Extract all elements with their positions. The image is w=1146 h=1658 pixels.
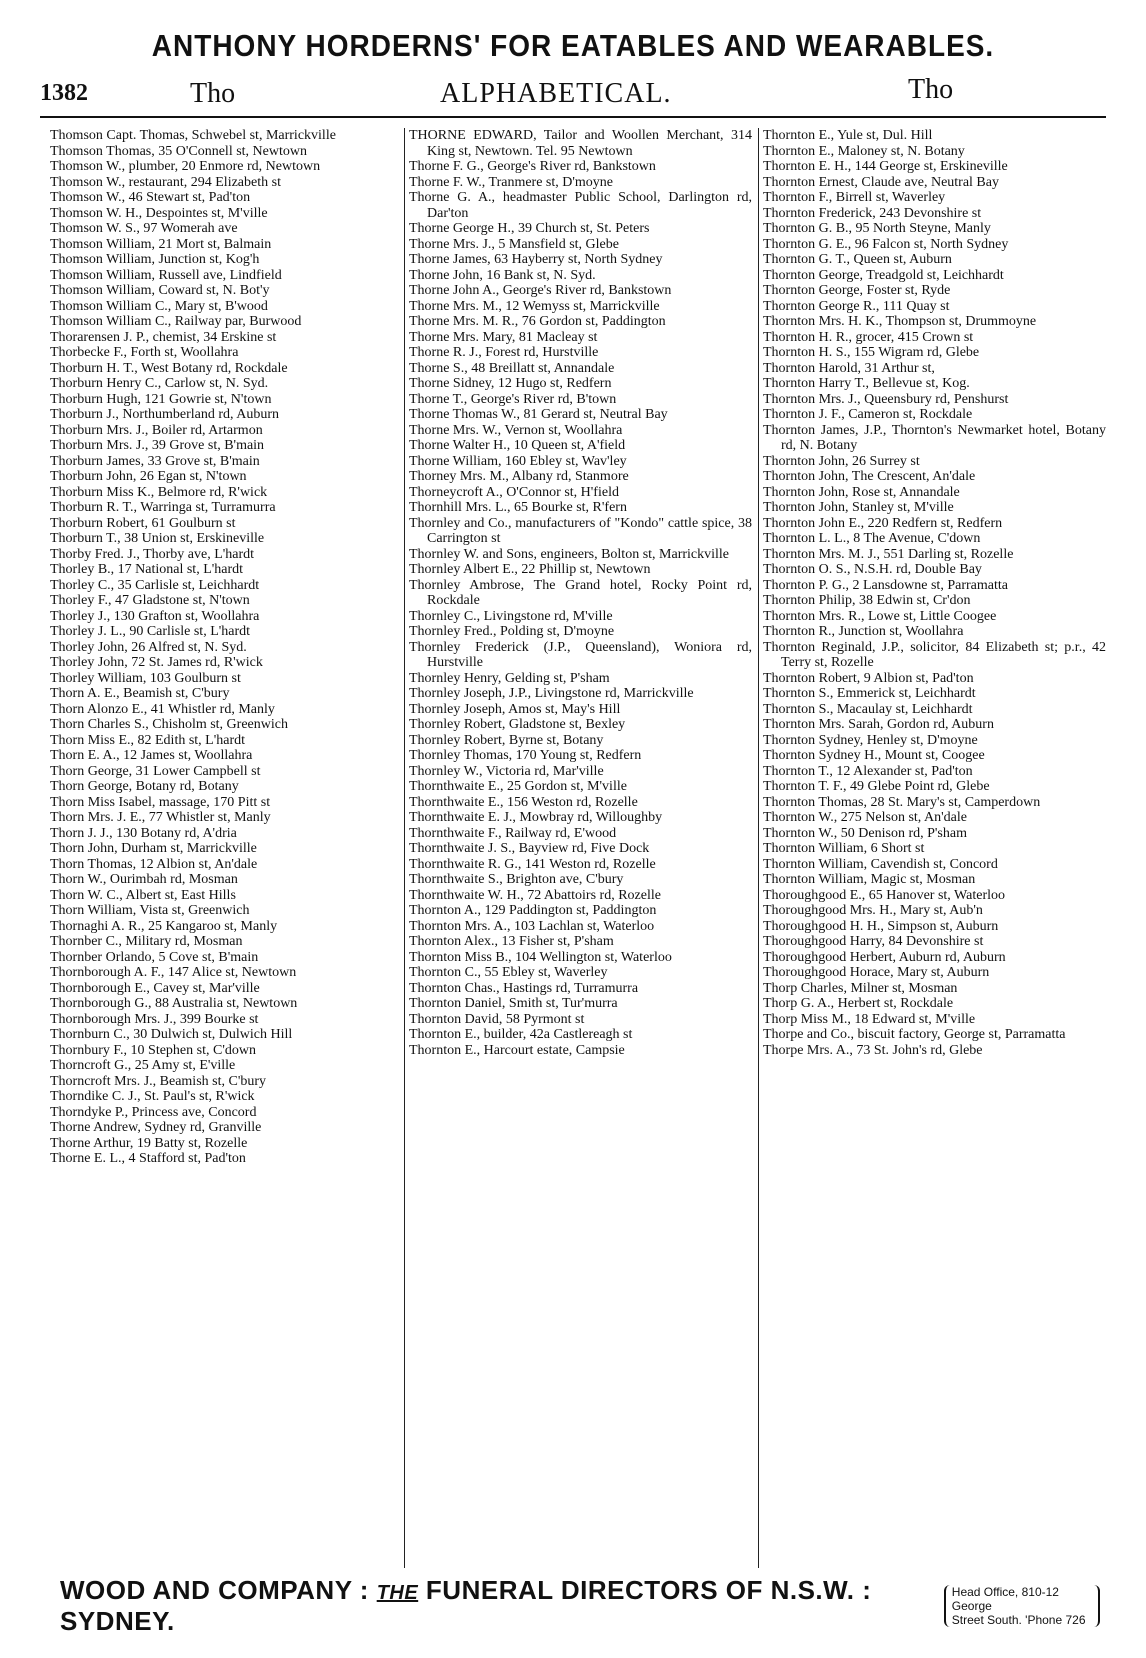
directory-entry: Thornborough E., Cavey st, Mar'ville xyxy=(50,980,260,996)
footer-advertisement xyxy=(60,1575,1100,1636)
directory-entry: Thornley Henry, Gelding st, P'sham xyxy=(409,670,610,686)
directory-entry: Thorp G. A., Herbert st, Rockdale xyxy=(763,996,954,1011)
directory-entry: Thornton Alex., 13 Fisher st, P'sham xyxy=(409,934,614,949)
directory-entry: Thorne Mrs. M., 12 Wemyss st, Marrickville xyxy=(409,298,660,314)
directory-entry: Thorne F. G., George's River rd, Bankstown xyxy=(409,159,656,174)
directory-entry: Thorne Mrs. M. R., 76 Gordon st, Paddington xyxy=(409,314,666,329)
directory-entry: Thorburn James, 33 Grove st, B'main xyxy=(50,453,260,469)
directory-entry: Thorn A. E., Beamish st, C'bury xyxy=(50,686,230,701)
directory-entry: Thornton Mrs. J., Queensbury rd, Penshurst xyxy=(763,391,1009,407)
directory-entry: Thorburn John, 26 Egan st, N'town xyxy=(50,469,247,484)
directory-entry: Thornley Joseph, Amos st, May's Hill xyxy=(409,701,621,717)
directory-entry: Thorn Thomas, 12 Albion st, An'dale xyxy=(50,856,258,872)
footer-main-text xyxy=(60,1575,930,1637)
page-number: 1382 xyxy=(40,80,88,106)
directory-entry: Thornton Sydney, Henley st, D'moyne xyxy=(763,732,978,748)
directory-entry: Thomson William, Coward st, N. Bot'y xyxy=(50,283,270,298)
directory-entry: Thorley C., 35 Carlisle st, Leichhardt xyxy=(50,577,260,593)
directory-entry: Thornhill Mrs. L., 65 Bourke st, R'fern xyxy=(409,500,627,515)
directory-entry: Thornton T. F., 49 Glebe Point rd, Glebe xyxy=(763,779,990,794)
directory-entry: Thornthwaite S., Brighton ave, C'bury xyxy=(409,872,624,887)
directory-entry: Thornton E. H., 144 George st, Erskineville xyxy=(763,159,1008,174)
footer-tagline: FUNERAL DIRECTORS OF N.S.W. : SYDNEY. xyxy=(60,1575,872,1636)
directory-entry: Thornton G. E., 96 Falcon st, North Sydney xyxy=(763,236,1009,252)
directory-entry: Thorn Alonzo E., 41 Whistler rd, Manly xyxy=(50,701,275,717)
directory-entry: Thorne Walter H., 10 Queen st, A'field xyxy=(409,438,626,453)
page-header xyxy=(40,74,1106,118)
directory-entry: Thornton William, Cavendish st, Concord xyxy=(763,856,998,872)
directory-entry: Thornton John, Stanley st, M'ville xyxy=(763,500,954,515)
directory-entry: Thomson W., restaurant, 294 Elizabeth st xyxy=(50,174,281,190)
directory-entry: Thornton G. T., Queen st, Auburn xyxy=(763,252,952,267)
directory-entry: Thorne John, 16 Bank st, N. Syd. xyxy=(409,267,596,283)
directory-entry: Thornley Joseph, J.P., Livingstone rd, Marrickville xyxy=(409,686,694,701)
directory-entry: Thornley Ambrose, The Grand hotel, Rocky Point rd, Rockdale xyxy=(409,577,752,608)
directory-entry: Thornborough A. F., 147 Alice st, Newtown xyxy=(50,965,297,980)
directory-entry: Thomson Thomas, 35 O'Connell st, Newtown xyxy=(50,143,307,159)
directory-entry: Thornton David, 58 Pyrmont st xyxy=(409,1011,585,1027)
directory-entry: Thorley F., 47 Gladstone st, N'town xyxy=(50,593,250,608)
directory-entry: Thoroughgood Mrs. H., Mary st, Aub'n xyxy=(763,903,983,918)
directory-entry: Thorne Sidney, 12 Hugo st, Redfern xyxy=(409,376,612,391)
directory-entry: Thornton Chas., Hastings rd, Turramurra xyxy=(409,980,639,996)
directory-entry: Thorn Miss Isabel, massage, 170 Pitt st xyxy=(50,794,271,810)
directory-entry: Thornton L. L., 8 The Avenue, C'down xyxy=(763,531,981,546)
directory-entry: Thorburn Henry C., Carlow st, N. Syd. xyxy=(50,376,269,391)
directory-entry: Thornley and Co., manufacturers of "Kondo" cattle spice, 38 Carrington st xyxy=(409,515,752,546)
directory-entry: Thornborough Mrs. J., 399 Bourke st xyxy=(50,1011,259,1027)
directory-entry: Thorne E. L., 4 Stafford st, Pad'ton xyxy=(50,1151,246,1166)
directory-entry: Thorndyke P., Princess ave, Concord xyxy=(50,1104,257,1120)
directory-entry: Thorndike C. J., St. Paul's st, R'wick xyxy=(50,1089,255,1104)
directory-entry: Thorpe and Co., biscuit factory, George st, Parramatta xyxy=(763,1027,1066,1042)
directory-entry: Thornton Mrs. M. J., 551 Darling st, Rozelle xyxy=(763,546,1014,562)
directory-entry: Thornton S., Macaulay st, Leichhardt xyxy=(763,701,973,717)
directory-entry: Thornton F., Birrell st, Waverley xyxy=(763,190,946,205)
directory-entry: Thomson William, 21 Mort st, Balmain xyxy=(50,236,272,252)
right-guide-word: Tho xyxy=(908,74,954,105)
directory-columns xyxy=(50,128,1106,1568)
footer-company: WOOD AND COMPANY : xyxy=(60,1575,369,1605)
directory-entry: Thornley Robert, Byrne st, Botany xyxy=(409,732,604,748)
directory-entry: Thornton R., Junction st, Woollahra xyxy=(763,624,964,639)
directory-entry: Thornton John E., 220 Redfern st, Redfern xyxy=(763,515,1003,531)
directory-entry: Thornley W., Victoria rd, Mar'ville xyxy=(409,763,604,779)
directory-entry: Thornley Frederick (J.P., Queensland), Woniora rd, Hurstville xyxy=(409,639,752,670)
directory-entry: Thomson W. S., 97 Womerah ave xyxy=(50,221,238,236)
directory-entry: Thorney Mrs. M., Albany rd, Stanmore xyxy=(409,469,629,484)
advertising-banner: ANTHONY HORDERNS' FOR EATABLES AND WEARABLES. xyxy=(151,28,995,63)
directory-entry: Thornton Robert, 9 Albion st, Pad'ton xyxy=(763,670,974,686)
directory-entry: Thornley C., Livingstone rd, M'ville xyxy=(409,608,613,624)
directory-entry: Thoroughgood H. H., Simpson st, Auburn xyxy=(763,918,999,934)
footer-address-line-2: Street South. 'Phone 726 xyxy=(951,1613,1086,1627)
directory-entry: Thornton George, Treadgold st, Leichhardt xyxy=(763,267,1004,283)
directory-entry: Thornthwaite W. H., 72 Abattoirs rd, Rozelle xyxy=(409,887,661,903)
directory-entry: Thornborough G., 88 Australia st, Newtown xyxy=(50,996,298,1011)
directory-entry: Thomson Capt. Thomas, Schwebel st, Marrickville xyxy=(50,128,336,143)
directory-entry: Thoroughgood E., 65 Hanover st, Waterloo xyxy=(763,887,1006,903)
directory-entry: Thorburn T., 38 Union st, Erskineville xyxy=(50,531,265,546)
directory-entry: Thomson William C., Mary st, B'wood xyxy=(50,298,268,314)
directory-entry: Thomson W., plumber, 20 Enmore rd, Newtown xyxy=(50,159,321,174)
directory-entry: Thorncroft G., 25 Amy st, E'ville xyxy=(50,1058,236,1073)
directory-entry: Thornthwaite J. S., Bayview rd, Five Dock xyxy=(409,841,650,856)
directory-entry: Thorne John A., George's River rd, Bankstown xyxy=(409,283,672,298)
directory-entry: Thomson William, Russell ave, Lindfield xyxy=(50,267,282,283)
footer-address-line-1: Head Office, 810-12 George xyxy=(951,1585,1059,1613)
directory-entry: Thorncroft Mrs. J., Beamish st, C'bury xyxy=(50,1073,267,1089)
directory-entry: Thorne George H., 39 Church st, St. Peters xyxy=(409,221,650,236)
directory-entry: Thornton Reginald, J.P., solicitor, 84 Elizabeth st; p.r., 42 Terry st, Rozelle xyxy=(763,639,1106,670)
directory-entry: Thornton William, 6 Short st xyxy=(763,841,925,856)
directory-entry: Thorburn Mrs. J., 39 Grove st, B'main xyxy=(50,438,265,453)
directory-entry: Thorne F. W., Tranmere st, D'moyne xyxy=(409,174,614,190)
directory-entry: Thorn Mrs. J. E., 77 Whistler st, Manly xyxy=(50,810,271,825)
directory-entry: Thornburn C., 30 Dulwich st, Dulwich Hill xyxy=(50,1027,293,1042)
directory-entry: Thornthwaite E., 25 Gordon st, M'ville xyxy=(409,779,627,794)
directory-entry: Thornley Albert E., 22 Phillip st, Newtown xyxy=(409,562,651,577)
directory-entry: Thorne Andrew, Sydney rd, Granville xyxy=(50,1120,262,1135)
directory-entry: Thorley B., 17 National st, L'hardt xyxy=(50,562,244,577)
directory-entry: Thornton H. R., grocer, 415 Crown st xyxy=(763,329,974,345)
directory-entry: Thorn George, Botany rd, Botany xyxy=(50,779,239,794)
directory-entry: Thornton P. G., 2 Lansdowne st, Parramatta xyxy=(763,577,1008,593)
directory-entry: Thornbury F., 10 Stephen st, C'down xyxy=(50,1042,256,1058)
directory-entry: Thorne Mrs. W., Vernon st, Woollahra xyxy=(409,422,623,438)
directory-entry: Thorn George, 31 Lower Campbell st xyxy=(50,763,261,779)
directory-entry: THORNE EDWARD, Tailor and Woollen Merchant, 314 King st, Newtown. Tel. 95 Newtown xyxy=(409,128,752,159)
directory-entry: Thornton A., 129 Paddington st, Paddington xyxy=(409,903,657,918)
directory-entry: Thornber C., Military rd, Mosman xyxy=(50,934,243,949)
directory-entry: Thorp Charles, Milner st, Mosman xyxy=(763,980,958,996)
directory-entry: Thorne S., 48 Breillatt st, Annandale xyxy=(409,360,615,376)
directory-entry: Thornton G. B., 95 North Steyne, Manly xyxy=(763,221,991,236)
directory-entry: Thornton C., 55 Ebley st, Waverley xyxy=(409,965,608,980)
directory-column-3 xyxy=(758,128,1106,1568)
directory-entry: Thorbecke F., Forth st, Woollahra xyxy=(50,345,239,360)
directory-entry: Thoroughgood Horace, Mary st, Auburn xyxy=(763,965,990,980)
directory-entry: Thorn John, Durham st, Marrickville xyxy=(50,841,257,856)
directory-entry: Thorburn Robert, 61 Goulburn st xyxy=(50,515,236,531)
directory-entry: Thorne William, 160 Ebley st, Wav'ley xyxy=(409,453,627,469)
directory-entry: Thornton Philip, 38 Edwin st, Cr'don xyxy=(763,593,971,608)
directory-entry: Thornton E., Maloney st, N. Botany xyxy=(763,143,965,159)
section-title: ALPHABETICAL. xyxy=(440,78,672,109)
directory-entry: Thomson W., 46 Stewart st, Pad'ton xyxy=(50,190,251,205)
directory-entry: Thornton Mrs. H. K., Thompson st, Drummoyne xyxy=(763,314,1037,329)
directory-entry: Thorn W., Ourimbah rd, Mosman xyxy=(50,872,238,887)
directory-entry: Thornton T., 12 Alexander st, Pad'ton xyxy=(763,763,973,779)
directory-entry: Thornton Mrs. A., 103 Lachlan st, Waterloo xyxy=(409,918,655,934)
directory-entry: Thornton George, Foster st, Ryde xyxy=(763,283,951,298)
directory-entry: Thornton E., builder, 42a Castlereagh st xyxy=(409,1027,633,1042)
directory-entry: Thorburn H. T., West Botany rd, Rockdale xyxy=(50,360,288,376)
directory-entry: Thorne Thomas W., 81 Gerard st, Neutral Bay xyxy=(409,407,668,422)
directory-entry: Thornton W., 275 Nelson st, An'dale xyxy=(763,810,967,825)
directory-entry: Thornton John, 26 Surrey st xyxy=(763,453,920,469)
directory-entry: Thornton Miss B., 104 Wellington st, Waterloo xyxy=(409,949,672,965)
directory-entry: Thoroughgood Harry, 84 Devonshire st xyxy=(763,934,984,949)
directory-entry: Thorne James, 63 Hayberry st, North Sydney xyxy=(409,252,663,267)
directory-entry: Thorarensen J. P., chemist, 34 Erskine st xyxy=(50,329,277,345)
directory-entry: Thorne Arthur, 19 Batty st, Rozelle xyxy=(50,1135,248,1151)
directory-entry: Thorn William, Vista st, Greenwich xyxy=(50,903,250,918)
directory-entry: Thorn W. C., Albert st, East Hills xyxy=(50,887,236,903)
directory-column-1 xyxy=(50,128,398,1568)
directory-entry: Thorne Mrs. Mary, 81 Macleay st xyxy=(409,329,598,345)
directory-entry: Thornthwaite E. J., Mowbray rd, Willoughby xyxy=(409,810,663,825)
directory-entry: Thornton W., 50 Denison rd, P'sham xyxy=(763,825,967,841)
directory-entry: Thorley William, 103 Goulburn st xyxy=(50,670,241,686)
directory-entry: Thornton Harry T., Bellevue st, Kog. xyxy=(763,376,970,391)
directory-entry: Thorp Miss M., 18 Edward st, M'ville xyxy=(763,1011,976,1027)
directory-entry: Thorn E. A., 12 James st, Woollahra xyxy=(50,748,253,763)
directory-entry: Thornthwaite R. G., 141 Weston rd, Rozelle xyxy=(409,856,656,872)
directory-entry: Thorburn Hugh, 121 Gowrie st, N'town xyxy=(50,391,272,407)
directory-entry: Thornton William, Magic st, Mosman xyxy=(763,872,976,887)
directory-entry: Thornley Fred., Polding st, D'moyne xyxy=(409,624,615,639)
directory-column-2 xyxy=(404,128,752,1568)
directory-entry: Thornber Orlando, 5 Cove st, B'main xyxy=(50,949,259,965)
directory-entry: Thornton Mrs. R., Lowe st, Little Coogee xyxy=(763,608,997,624)
directory-entry: Thornton John, Rose st, Annandale xyxy=(763,484,960,500)
directory-entry: Thorley J. L., 90 Carlisle st, L'hardt xyxy=(50,624,251,639)
directory-entry: Thornthwaite E., 156 Weston rd, Rozelle xyxy=(409,794,638,810)
directory-entry: Thornton S., Emmerick st, Leichhardt xyxy=(763,686,976,701)
directory-entry: Thoroughgood Herbert, Auburn rd, Auburn xyxy=(763,949,1006,965)
directory-entry: Thorne T., George's River rd, B'town xyxy=(409,391,617,407)
directory-entry: Thorneycroft A., O'Connor st, H'field xyxy=(409,484,619,500)
directory-entry: Thorley John, 26 Alfred st, N. Syd. xyxy=(50,639,247,655)
directory-entry: Thornton H. S., 155 Wigram rd, Glebe xyxy=(763,345,980,360)
directory-entry: Thorne R. J., Forest rd, Hurstville xyxy=(409,345,599,360)
directory-entry: Thornley W. and Sons, engineers, Bolton st, Marrickville xyxy=(409,546,730,562)
directory-entry: Thorley J., 130 Grafton st, Woollahra xyxy=(50,608,260,624)
directory-entry: Thornton Frederick, 243 Devonshire st xyxy=(763,205,982,221)
directory-entry: Thornton E., Yule st, Dul. Hill xyxy=(763,128,933,143)
directory-entry: Thornton James, J.P., Thornton's Newmarket hotel, Botany rd, N. Botany xyxy=(763,422,1106,453)
directory-entry: Thomson William, Junction st, Kog'h xyxy=(50,252,260,267)
directory-entry: Thornton E., Harcourt estate, Campsie xyxy=(409,1042,625,1058)
directory-entry: Thorburn Miss K., Belmore rd, R'wick xyxy=(50,484,268,500)
left-guide-word: Tho xyxy=(190,78,236,109)
directory-entry: Thorne G. A., headmaster Public School, Darlington rd, Dar'ton xyxy=(409,190,752,221)
directory-entry: Thorburn Mrs. J., Boiler rd, Artarmon xyxy=(50,422,263,438)
directory-entry: Thornton Ernest, Claude ave, Neutral Bay xyxy=(763,174,999,190)
directory-entry: Thornton O. S., N.S.H. rd, Double Bay xyxy=(763,562,982,577)
directory-entry: Thornaghi A. R., 25 Kangaroo st, Manly xyxy=(50,918,278,934)
directory-entry: Thorn J. J., 130 Botany rd, A'dria xyxy=(50,825,237,841)
directory-entry: Thornthwaite F., Railway rd, E'wood xyxy=(409,825,617,841)
directory-entry: Thornton Sydney H., Mount st, Coogee xyxy=(763,748,985,763)
directory-entry: Thorby Fred. J., Thorby ave, L'hardt xyxy=(50,546,255,562)
directory-entry: Thornton Daniel, Smith st, Tur'murra xyxy=(409,996,618,1011)
directory-entry: Thorn Charles S., Chisholm st, Greenwich xyxy=(50,717,288,732)
directory-entry: Thornton Harold, 31 Arthur st, xyxy=(763,360,935,376)
directory-entry: Thorne Mrs. J., 5 Mansfield st, Glebe xyxy=(409,236,619,252)
footer-the: THE xyxy=(376,1582,419,1604)
directory-entry: Thornton Thomas, 28 St. Mary's st, Camperdown xyxy=(763,794,1041,810)
directory-entry: Thornley Thomas, 170 Young st, Redfern xyxy=(409,748,642,763)
directory-entry: Thorburn R. T., Warringa st, Turramurra xyxy=(50,500,276,515)
directory-entry: Thorley John, 72 St. James rd, R'wick xyxy=(50,655,263,670)
directory-entry: Thornton Mrs. Sarah, Gordon rd, Auburn xyxy=(763,717,994,732)
directory-entry: Thorburn J., Northumberland rd, Auburn xyxy=(50,407,280,422)
directory-entry: Thornley Robert, Gladstone st, Bexley xyxy=(409,717,626,732)
directory-entry: Thorn Miss E., 82 Edith st, L'hardt xyxy=(50,732,246,748)
directory-entry: Thomson W. H., Despointes st, M'ville xyxy=(50,205,268,221)
directory-entry: Thornton J. F., Cameron st, Rockdale xyxy=(763,407,973,422)
footer-address xyxy=(944,1585,1100,1627)
directory-entry: Thomson William C., Railway par, Burwood xyxy=(50,314,302,329)
directory-entry: Thornton George R., 111 Quay st xyxy=(763,298,950,314)
directory-entry: Thorpe Mrs. A., 73 St. John's rd, Glebe xyxy=(763,1042,983,1058)
directory-entry: Thornton John, The Crescent, An'dale xyxy=(763,469,976,484)
